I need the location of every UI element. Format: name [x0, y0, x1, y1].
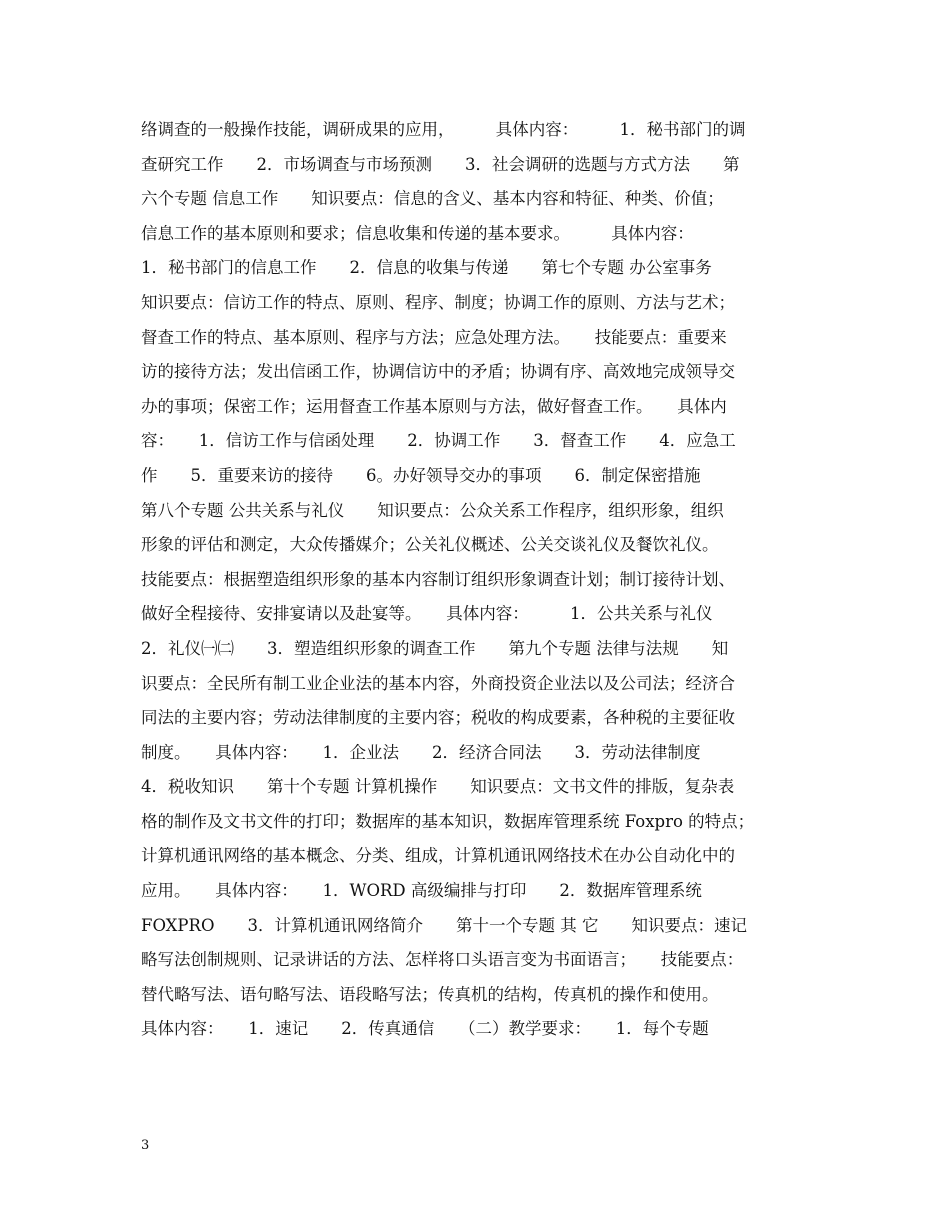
text-line: 作 5．重要来访的接待 6。办好领导交办的事项 6．制定保密措施 [141, 465, 701, 485]
text-line: 4．税收知识 第十个专题 计算机操作 知识要点：文书文件的排版，复杂表 [141, 777, 735, 797]
text-line: 访的接待方法；发出信函工作，协调信访中的矛盾；协调有序、高效地完成领导交 [141, 362, 735, 382]
text-line: 替代略写法、语句略写法、语段略写法；传真机的结构，传真机的操作和使用。 [141, 984, 719, 1004]
text-line: 办的事项；保密工作；运用督查工作基本原则与方法，做好督查工作。 具体内 [141, 396, 727, 416]
text-line: 制度。 具体内容： 1．企业法 2．经济合同法 3．劳动法律制度 [141, 742, 701, 762]
text-line: 信息工作的基本原则和要求；信息收集和传递的基本要求。 具体内容： [141, 223, 694, 243]
text-line: 知识要点：信访工作的特点、原则、程序、制度；协调工作的原则、方法与艺术； [141, 292, 735, 312]
text-line: 督查工作的特点、基本原则、程序与方法；应急处理方法。 技能要点：重要来 [141, 327, 727, 347]
text-line: 具体内容： 1．速记 2．传真通信 （二）教学要求： 1．每个专题 [141, 1019, 709, 1039]
text-line: 同法的主要内容；劳动法律制度的主要内容；税收的构成要素，各种税的主要征收 [141, 708, 735, 728]
text-line: 技能要点：根据塑造组织形象的基本内容制订组织形象调查计划；制订接待计划、 [141, 569, 735, 589]
text-line: 做好全程接待、安排宴请以及赴宴等。 具体内容： 1．公共关系与礼仪 [141, 604, 713, 624]
text-line: 2．礼仪㈠㈡ 3．塑造组织形象的调查工作 第九个专题 法律与法规 知 [141, 638, 729, 658]
text-line: FOXPRO 3．计算机通讯网络简介 第十一个专题 其 它 知识要点：速记 [141, 915, 747, 935]
text-line: 六个专题 信息工作 知识要点：信息的含义、基本内容和特征、种类、价值； [141, 189, 724, 209]
text-line: 容： 1．信访工作与信函处理 2．协调工作 3．督查工作 4．应急工 [141, 431, 736, 451]
text-line: 识要点：全民所有制工业企业法的基本内容，外商投资企业法以及公司法；经济合 [141, 673, 735, 693]
text-line: 略写法创制规则、记录讲话的方法、怎样将口头语言变为书面语言； 技能要点： [141, 950, 744, 970]
document-body [141, 113, 821, 1047]
text-line: 查研究工作 2．市场调查与市场预测 3．社会调研的选题与方式方法 第 [141, 154, 740, 174]
page-number: 3 [141, 1138, 150, 1153]
text-line: 应用。 具体内容： 1．WORD 高级编排与打印 2．数据库管理系统 [141, 881, 702, 901]
text-line: 计算机通讯网络的基本概念、分类、组成，计算机通讯网络技术在办公自动化中的 [141, 846, 735, 866]
text-line: 形象的评估和测定，大众传播媒介；公关礼仪概述、公关交谈礼仪及餐饮礼仪。 [141, 535, 719, 555]
text-line: 格的制作及文书文件的打印；数据库的基本知识，数据库管理系统 Foxpro 的特点； [141, 811, 755, 831]
text-line: 络调查的一般操作技能，调研成果的应用， 具体内容： 1．秘书部门的调 [141, 120, 746, 139]
text-line: 1．秘书部门的信息工作 2．信息的收集与传递 第七个专题 办公室事务 [141, 258, 712, 278]
text-line: 第八个专题 公共关系与礼仪 知识要点：公众关系工作程序，组织形象，组织 [141, 500, 724, 520]
